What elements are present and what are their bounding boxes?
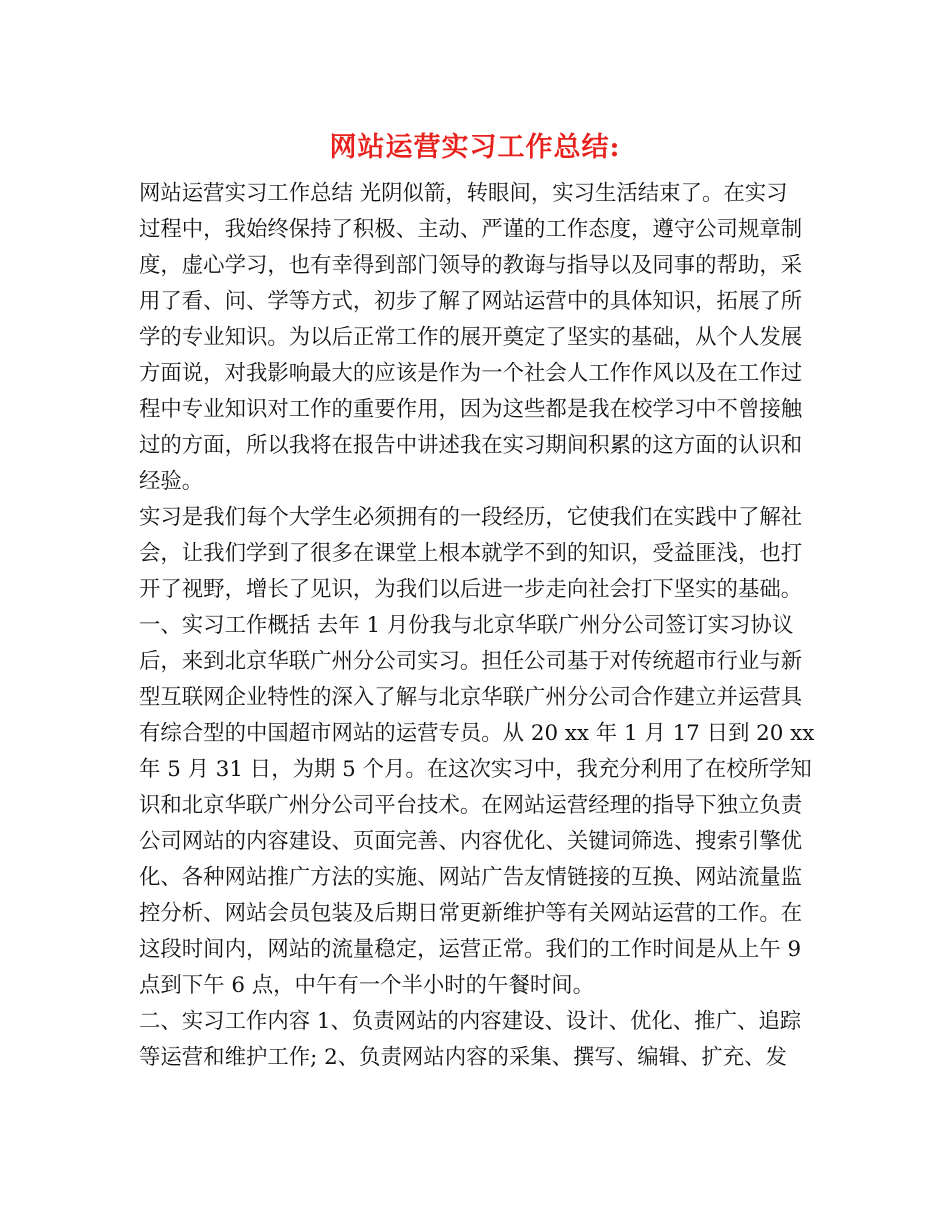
- body-line: 年 5 月 31 日，为期 5 个月。在这次实习中，我充分利用了在校所学知: [139, 757, 812, 782]
- body-line: 识和北京华联广州分公司平台技术。在网站运营经理的指导下独立负责: [139, 793, 803, 818]
- body-line: 网站运营实习工作总结 光阴似箭，转眼间，实习生活结束了。在实习: [139, 181, 788, 206]
- body-line: 实习是我们每个大学生必须拥有的一段经历，它使我们在实践中了解社: [139, 505, 803, 530]
- body-line: 会，让我们学到了很多在课堂上根本就学不到的知识，受益匪浅，也打: [139, 541, 803, 566]
- body-line: 度，虚心学习，也有幸得到部门领导的教诲与指导以及同事的帮助，采: [139, 253, 803, 278]
- body-line: 化、各种网站推广方法的实施、网站广告友情链接的互换、网站流量监: [139, 865, 803, 890]
- body-line: 有综合型的中国超市网站的运营专员。从 20 xx 年 1 月 17 日到 20 xx: [139, 721, 815, 746]
- document-title: 网站运营实习工作总结:: [329, 132, 621, 163]
- body-line: 方面说，对我影响最大的应该是作为一个社会人工作作风以及在工作过: [139, 361, 803, 386]
- body-line: 后，来到北京华联广州分公司实习。担任公司基于对传统超市行业与新: [139, 649, 803, 674]
- body-line: 过的方面，所以我将在报告中讲述我在实习期间积累的这方面的认识和: [139, 433, 803, 458]
- body-line: 程中专业知识对工作的重要作用，因为这些都是我在校学习中不曾接触: [139, 397, 803, 422]
- body-line: 经验。: [139, 469, 204, 494]
- body-line: 点到下午 6 点，中午有一个半小时的午餐时间。: [139, 973, 595, 998]
- body-line: 开了视野，增长了见识，为我们以后进一步走向社会打下坚实的基础。: [139, 577, 803, 602]
- body-line: 过程中，我始终保持了积极、主动、严谨的工作态度，遵守公司规章制: [139, 217, 803, 242]
- body-line: 一、实习工作概括 去年 1 月份我与北京华联广州分公司签订实习协议: [139, 613, 794, 638]
- body-line: 公司网站的内容建设、页面完善、内容优化、关键词筛选、搜索引擎优: [139, 829, 803, 854]
- body-line: 用了看、问、学等方式，初步了解了网站运营中的具体知识，拓展了所: [139, 289, 803, 314]
- body-line: 学的专业知识。为以后正常工作的展开奠定了坚实的基础，从个人发展: [139, 325, 803, 350]
- body-line: 等运营和维护工作; 2、负责网站内容的采集、撰写、编辑、扩充、发: [139, 1045, 787, 1070]
- body-line: 型互联网企业特性的深入了解与北京华联广州分公司合作建立并运营具: [139, 685, 803, 710]
- body-line: 二、实习工作内容 1、负责网站的内容建设、设计、优化、推广、追踪: [139, 1009, 802, 1034]
- body-line: 这段时间内，网站的流量稳定，运营正常。我们的工作时间是从上午 9: [139, 937, 802, 962]
- body-line: 控分析、网站会员包装及后期日常更新维护等有关网站运营的工作。在: [139, 901, 803, 926]
